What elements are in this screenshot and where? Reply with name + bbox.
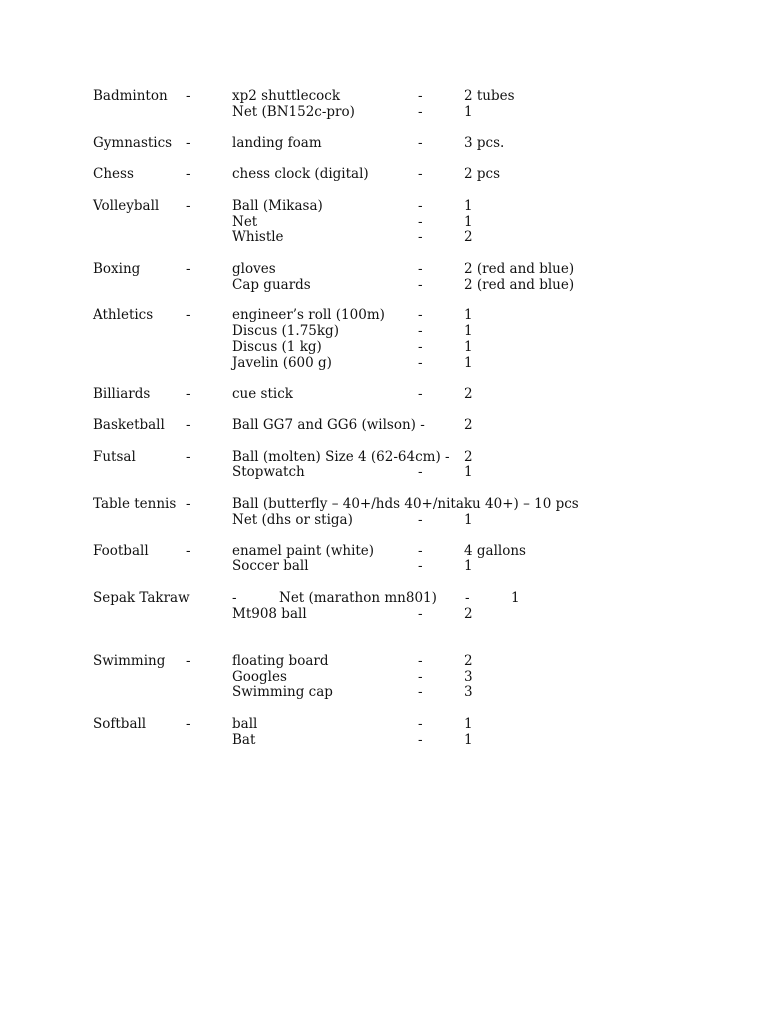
separator-dash: - — [186, 261, 191, 277]
item-name: landing foam — [232, 135, 322, 151]
item-name: Discus (1 kg) — [232, 339, 322, 355]
item-quantity: 2 — [464, 653, 473, 669]
item-name: Discus (1.75kg) — [232, 323, 339, 339]
item-quantity: 2 — [464, 386, 473, 402]
item-name: Cap guards — [232, 277, 311, 293]
equipment-row — [0, 135, 768, 151]
separator-dash: - — [418, 684, 423, 700]
equipment-row — [0, 669, 768, 685]
separator-dash: - — [465, 590, 470, 606]
equipment-row — [0, 229, 768, 245]
item-name: enamel paint (white) — [232, 543, 375, 559]
item-name: Net — [232, 214, 258, 230]
item-quantity: 1 — [464, 104, 473, 120]
separator-dash: - — [418, 229, 423, 245]
item-name: Bat — [232, 732, 256, 748]
separator-dash: - — [418, 307, 423, 323]
separator-dash: - — [186, 543, 191, 559]
equipment-row — [0, 88, 768, 104]
item-quantity: 1 — [464, 323, 473, 339]
equipment-row — [0, 558, 768, 574]
item-quantity: 1 — [464, 716, 473, 732]
item-name: Ball (Mikasa) — [232, 198, 323, 214]
sport-name: Football — [93, 543, 149, 559]
sport-name: Sepak Takraw — [93, 590, 190, 606]
item-quantity: 1 — [464, 307, 473, 323]
sport-name: Billiards — [93, 386, 151, 402]
item-name: engineer’s roll (100m) — [232, 307, 385, 323]
separator-dash: - — [418, 277, 423, 293]
item-name: Javelin (600 g) — [232, 355, 332, 371]
equipment-row — [0, 386, 768, 402]
separator-dash: - — [186, 386, 191, 402]
equipment-row — [0, 323, 768, 339]
equipment-row — [0, 417, 768, 433]
item-quantity: 1 — [464, 214, 473, 230]
sport-name: Swimming — [93, 653, 166, 669]
item-name: Net (BN152c-pro) — [232, 104, 355, 120]
sport-name: Athletics — [93, 307, 154, 323]
item-name: Net (marathon mn801) — [279, 590, 437, 606]
equipment-row — [0, 716, 768, 732]
item-quantity: 2 — [464, 449, 473, 465]
separator-dash: - — [232, 590, 237, 606]
separator-dash: - — [418, 104, 423, 120]
sport-name: Softball — [93, 716, 147, 732]
item-quantity: 1 — [464, 558, 473, 574]
item-quantity: 2 (red and blue) — [464, 277, 575, 293]
item-name: Ball (butterfly – 40+/hds 40+/nitaku 40+) – 10 pcs — [232, 496, 579, 512]
separator-dash: - — [418, 88, 423, 104]
item-name: gloves — [232, 261, 276, 277]
item-name: ball — [232, 716, 258, 732]
item-name: floating board — [232, 653, 329, 669]
item-quantity: 1 — [464, 464, 473, 480]
sport-name: Table tennis — [93, 496, 177, 512]
equipment-row — [0, 104, 768, 120]
item-name: cue stick — [232, 386, 293, 402]
item-name: Ball (molten) Size 4 (62-64cm) - — [232, 449, 450, 465]
sport-name: Gymnastics — [93, 135, 173, 151]
sport-name: Badminton — [93, 88, 168, 104]
equipment-row — [0, 339, 768, 355]
equipment-row — [0, 166, 768, 182]
sport-name: Basketball — [93, 417, 165, 433]
separator-dash: - — [186, 88, 191, 104]
separator-dash: - — [418, 464, 423, 480]
item-name: Mt908 ball — [232, 606, 307, 622]
separator-dash: - — [418, 339, 423, 355]
separator-dash: - — [418, 323, 423, 339]
separator-dash: - — [418, 261, 423, 277]
item-name: Googles — [232, 669, 287, 685]
separator-dash: - — [186, 653, 191, 669]
separator-dash: - — [418, 512, 423, 528]
item-quantity: 1 — [464, 355, 473, 371]
separator-dash: - — [418, 669, 423, 685]
sport-name: Chess — [93, 166, 134, 182]
equipment-row — [0, 684, 768, 700]
sport-name: Volleyball — [93, 198, 160, 214]
equipment-row — [0, 449, 768, 465]
item-name: Stopwatch — [232, 464, 305, 480]
separator-dash: - — [418, 355, 423, 371]
separator-dash: - — [186, 135, 191, 151]
item-name: Ball GG7 and GG6 (wilson) - — [232, 417, 425, 433]
separator-dash: - — [418, 606, 423, 622]
item-quantity: 2 — [464, 417, 473, 433]
item-quantity: 2 tubes — [464, 88, 515, 104]
item-name: Soccer ball — [232, 558, 309, 574]
separator-dash: - — [186, 166, 191, 182]
separator-dash: - — [418, 653, 423, 669]
item-quantity: 2 pcs — [464, 166, 501, 182]
equipment-row — [0, 543, 768, 559]
separator-dash: - — [186, 716, 191, 732]
separator-dash: - — [418, 198, 423, 214]
item-name: Whistle — [232, 229, 284, 245]
equipment-row — [0, 732, 768, 748]
sport-name: Boxing — [93, 261, 141, 277]
equipment-row — [0, 653, 768, 669]
item-quantity: 4 gallons — [464, 543, 526, 559]
separator-dash: - — [418, 543, 423, 559]
separator-dash: - — [418, 716, 423, 732]
equipment-row — [0, 512, 768, 528]
item-quantity: 1 — [464, 198, 473, 214]
item-quantity: 1 — [464, 339, 473, 355]
item-quantity: 3 — [464, 684, 473, 700]
separator-dash: - — [186, 496, 191, 512]
equipment-row — [0, 590, 768, 606]
separator-dash: - — [186, 307, 191, 323]
item-name: chess clock (digital) — [232, 166, 369, 182]
separator-dash: - — [186, 198, 191, 214]
item-quantity: 1 — [511, 590, 520, 606]
equipment-row — [0, 198, 768, 214]
item-quantity: 2 — [464, 229, 473, 245]
item-quantity: 1 — [464, 512, 473, 528]
item-quantity: 3 — [464, 669, 473, 685]
item-quantity: 1 — [464, 732, 473, 748]
sport-name: Futsal — [93, 449, 136, 465]
equipment-row — [0, 355, 768, 371]
equipment-row — [0, 307, 768, 323]
separator-dash: - — [186, 449, 191, 465]
equipment-row — [0, 277, 768, 293]
separator-dash: - — [418, 732, 423, 748]
separator-dash: - — [418, 558, 423, 574]
separator-dash: - — [418, 386, 423, 402]
item-name: Net (dhs or stiga) — [232, 512, 353, 528]
equipment-row — [0, 261, 768, 277]
equipment-row — [0, 606, 768, 622]
equipment-row — [0, 496, 768, 512]
equipment-row — [0, 464, 768, 480]
separator-dash: - — [418, 166, 423, 182]
item-quantity: 3 pcs. — [464, 135, 505, 151]
item-name: xp2 shuttlecock — [232, 88, 341, 104]
equipment-row — [0, 214, 768, 230]
item-quantity: 2 — [464, 606, 473, 622]
separator-dash: - — [418, 135, 423, 151]
item-name: Swimming cap — [232, 684, 333, 700]
item-quantity: 2 (red and blue) — [464, 261, 575, 277]
separator-dash: - — [418, 214, 423, 230]
separator-dash: - — [186, 417, 191, 433]
